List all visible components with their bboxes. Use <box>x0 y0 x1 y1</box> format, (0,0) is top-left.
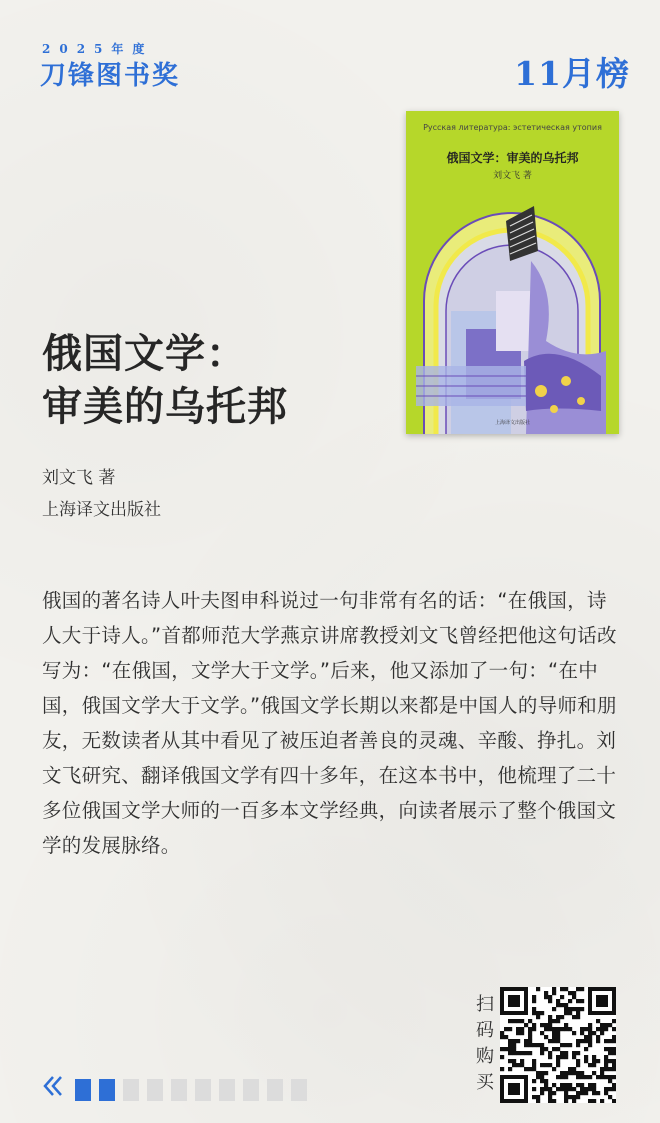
award-brand-logo: 刀锋图书奖 <box>40 61 181 91</box>
book-title-line-2: 审美的乌托邦 <box>42 383 288 430</box>
book-cover[interactable] <box>406 111 619 434</box>
book-meta <box>42 462 161 526</box>
qr-code[interactable] <box>500 987 616 1103</box>
page-dot[interactable] <box>123 1079 139 1101</box>
page-dot[interactable] <box>99 1079 115 1101</box>
book-description: 俄国的著名诗人叶夫图申科说过一句非常有名的话：“在俄国，诗人大于诗人。”首都师范大学燕京讲席教授刘文飞曾经把他这句话改写为：“在俄国，文学大于文学。”后来，他又添加了一句：“在中国，俄国文学大于文学。”俄国文学长期以来都是中国人的导师和朋友，无数读者从其中看见了被压迫者善良的灵魂、辛酸、挣扎。刘文飞研究、翻译俄国文学有四十多年，在这本书中，他梳理了二十多位俄国文学大师的一百多本文学经典，向读者展示了整个俄国文学的发展脉络。 <box>42 589 617 857</box>
cover-illustration <box>406 111 619 434</box>
cover-author: 刘文飞 著 <box>493 171 532 181</box>
month-list-label: 11月榜 <box>514 54 630 93</box>
cover-publisher: 上海译文出版社 <box>494 420 530 426</box>
page-dot[interactable] <box>147 1079 163 1101</box>
page-dot[interactable] <box>195 1079 211 1101</box>
double-chevron-left-icon[interactable] <box>40 1073 70 1106</box>
book-author: 刘文飞 著 <box>42 468 116 488</box>
book-publisher: 上海译文出版社 <box>42 500 161 520</box>
cover-title: 俄国文学：审美的乌托邦 <box>446 151 579 165</box>
scan-to-buy-label: 扫码购买 <box>476 994 494 1093</box>
page-dot[interactable] <box>75 1079 91 1101</box>
page-dot[interactable] <box>171 1079 187 1101</box>
book-title-line-1: 俄国文学： <box>42 330 247 377</box>
page-dot[interactable] <box>219 1079 235 1101</box>
page-navigation <box>40 1073 315 1106</box>
page-indicator <box>75 1079 315 1101</box>
page-dot[interactable] <box>243 1079 259 1101</box>
page-dot[interactable] <box>267 1079 283 1101</box>
award-year: 2025年度 <box>42 42 154 56</box>
page-dot[interactable] <box>291 1079 307 1101</box>
book-title <box>42 327 288 433</box>
cover-russian-title: Русская литература: эстетическая утопия <box>423 123 602 132</box>
